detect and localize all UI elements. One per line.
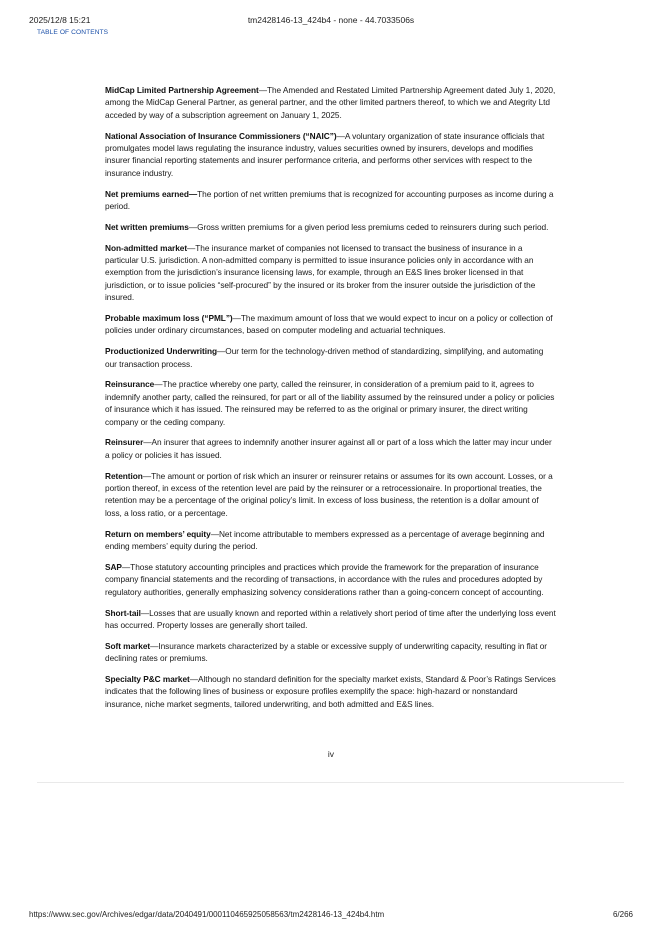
term-separator: — xyxy=(187,242,196,253)
term-separator: — xyxy=(258,85,267,95)
term-separator: — xyxy=(121,561,131,572)
glossary-entry xyxy=(105,130,556,180)
glossary-term: National Association of Insurance Commissioners (“NAIC”) xyxy=(105,130,337,141)
glossary-definition: Losses that are usually known and reported within a relatively short period of time after the underlying loss event has occurred. Property losses are generally short tailed. xyxy=(105,607,556,630)
glossary-term: Reinsurer xyxy=(105,437,144,448)
table-of-contents-link[interactable]: TABLE OF CONTENTS xyxy=(37,29,109,36)
glossary-term: Short-tail xyxy=(105,607,141,618)
glossary-term: Reinsurance xyxy=(105,379,155,390)
term-separator: — xyxy=(210,528,219,539)
footer-page-count: 6/266 xyxy=(612,910,633,919)
glossary-entry xyxy=(105,221,556,233)
term-separator: — xyxy=(150,640,159,651)
glossary-entry xyxy=(105,312,556,337)
glossary-definition: The portion of net written premiums that is recognized for accounting purposes as income during a period. xyxy=(105,188,554,212)
glossary-term: SAP xyxy=(105,561,122,572)
print-document-title: tm2428146-13_424b4 - none - 44.7033506s xyxy=(247,15,415,25)
glossary-definition: The amount or portion of risk which an insurer or reinsurer retains or assumes for its own account. Losses, or a portion thereof, in excess of the retention level are paid by the reinsurer or a retrocessionaire. In proportional treaties, the retention may be a percentage of the original policy’s limit. In excess of loss business, the retention is a dollar amount of loss, a loss ratio, or a percentage. xyxy=(105,470,553,518)
glossary-term: MidCap Limited Partnership Agreement xyxy=(105,85,259,95)
glossary-definition: The Amended and Restated Limited Partnership Agreement dated July 1, 2020, among the MidCap General Partner, as general partner, and the other limited partners thereof, to which we and Ategrity Ltd acceded by way of a subscription agreement on January 1, 2025. xyxy=(105,85,556,120)
glossary-entry xyxy=(105,470,556,520)
glossary-entry xyxy=(105,242,556,304)
glossary-entry xyxy=(105,84,556,121)
glossary-term: Probable maximum loss (“PML”) xyxy=(105,313,233,324)
glossary-entry xyxy=(105,607,556,632)
glossary-definition: Although no standard definition for the specialty market exists, Standard & Poor’s Ratings Services indicates that the following lines of business or exposure profiles exemplify the space: high-hazard or nonstandard insurance, niche market segments, tailored underwriting, and both admitted and E&S lines. xyxy=(105,673,556,709)
term-separator: — xyxy=(140,607,150,618)
page-divider xyxy=(37,782,624,783)
glossary-definition: Those statutory accounting principles and practices which provide the framework for the preparation of insurance company financial statements and the recording of transactions, in accordance with the rules and procedures adopted by regulatory authorities, generally emphasizing solvency considerations rather than a going-concern concept of accounting. xyxy=(105,561,544,597)
glossary-entry xyxy=(105,640,556,665)
glossary-entry xyxy=(105,561,556,598)
footer-url: https://www.sec.gov/Archives/edgar/data/2040491/000110465925058563/tm2428146-13_424b4.htm xyxy=(29,910,385,919)
glossary-term: Specialty P&C market xyxy=(105,673,190,684)
page-number: iv xyxy=(327,749,335,759)
glossary-term: Productionized Underwriting xyxy=(105,346,218,357)
term-separator: — xyxy=(154,379,163,390)
glossary-entry xyxy=(105,673,556,710)
glossary-entry xyxy=(105,188,556,213)
print-datetime: 2025/12/8 15:21 xyxy=(29,15,91,25)
glossary-definition: A voluntary organization of state insurance officials that promulgates model laws regulating the insurance industry, values securities owned by insurers, develops and modifies insurer financial reporting statements and insurer performance criteria, and performs other services with respect to the insurance industry. xyxy=(105,130,545,178)
glossary-term: Soft market xyxy=(105,640,151,651)
glossary-definition: The insurance market of companies not licensed to transact the business of insurance in a particular U.S. jurisdiction. A non-admitted company is permitted to issue insurance policies only in accordance with an exemption from the jurisdiction’s insurance licensing laws, for example, through an E&S lines broker licensed in that jurisdiction, or to issue policies “self-procured” by the insured or its broker from the insurer outside the jurisdiction of the insured. xyxy=(105,242,536,303)
glossary-definition: Gross written premiums for a given period less premiums ceded to reinsurers during such period. xyxy=(197,221,549,232)
glossary-term: Net premiums earned— xyxy=(105,188,198,199)
glossary-entry xyxy=(105,528,556,553)
glossary-definition: The maximum amount of loss that we would expect to incur on a policy or collection of policies under ordinary circumstances, based on computer modeling and actuarial techniques. xyxy=(105,313,553,336)
glossary-definition: Insurance markets characterized by a stable or excessive supply of underwriting capacity, resulting in flat or declining rates or premiums. xyxy=(105,640,547,664)
glossary-term: Net written premiums xyxy=(105,221,189,232)
glossary-term: Retention xyxy=(105,470,143,481)
glossary-section xyxy=(105,84,556,719)
term-separator: — xyxy=(142,470,152,481)
glossary-entry xyxy=(105,436,556,461)
term-separator: — xyxy=(232,313,241,324)
term-separator: — xyxy=(336,130,345,141)
glossary-entry xyxy=(105,378,556,428)
glossary-definition: An insurer that agrees to indemnify another insurer against all or part of a loss which the latter may incur under a policy or policies it has issued. xyxy=(105,437,552,460)
glossary-term: Non-admitted market xyxy=(105,242,188,253)
term-separator: — xyxy=(189,673,199,684)
glossary-definition: The practice whereby one party, called the reinsurer, in consideration of a premium paid to it, agrees to indemnify another party, called the reinsured, for part or all of the liability assumed by the reinsured under a policy or policies of insurance which it has issued. The reinsured may be referred to as the original or primary insurer, the direct writing company or the ceding company. xyxy=(105,379,555,427)
glossary-definition: Our term for the technology-driven method of standardizing, simplifying, and automating our transaction process. xyxy=(105,346,544,369)
glossary-entry xyxy=(105,345,556,370)
glossary-term: Return on members’ equity xyxy=(105,528,211,539)
term-separator: — xyxy=(217,346,226,357)
term-separator: — xyxy=(188,221,198,232)
glossary-definition: Net income attributable to members expressed as a percentage of average beginning and ending members’ equity during the period. xyxy=(105,528,545,552)
term-separator: — xyxy=(143,437,152,448)
